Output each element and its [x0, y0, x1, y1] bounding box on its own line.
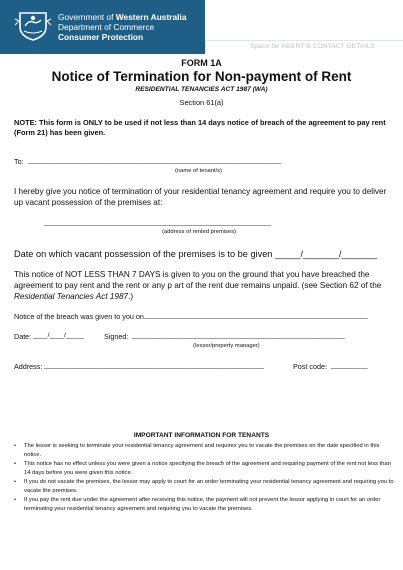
- gov-line-prefix: Government of: [58, 12, 116, 22]
- seven-days-paragraph: [14, 269, 394, 302]
- list-item: [14, 460, 394, 478]
- lessor-address-field[interactable]: ____________________________________________________________: [44, 362, 265, 369]
- signed-label: Signed:: [104, 332, 129, 341]
- important-info-heading: IMPORTANT INFORMATION FOR TENANTS: [133, 432, 270, 439]
- header-banner: [0, 0, 205, 54]
- signature-field[interactable]: __________________________________________________________: [132, 332, 345, 339]
- signature-caption: (lessor/property manager): [193, 343, 260, 349]
- usage-note: NOTE: This form is ONLY to be used if not less than 14 days notice of breach of the agreement to pay rent (Form 21) has been given.: [14, 118, 386, 137]
- division-name: Consumer Protection: [58, 32, 144, 42]
- breach-date-field[interactable]: _____________________________________________________________: [144, 312, 368, 319]
- bullet-icon: •: [14, 461, 17, 467]
- sign-date-field[interactable]: ____/____/_____: [33, 332, 85, 339]
- tenant-name-field[interactable]: _____________________________________________________________________: [28, 157, 282, 164]
- act-italic: Residential Tenancies Act 1987: [14, 292, 129, 301]
- act-reference: RESIDENTIAL TENANCIES ACT 1987 (WA): [135, 86, 268, 93]
- section-reference: Section 61(a): [179, 98, 224, 107]
- vacant-possession-date[interactable]: Date on which vacant possession of the premises is to be given _____/_______/_______: [14, 249, 378, 259]
- termination-paragraph: I hereby give you notice of termination of your residential tenancy agreement and require you to deliver up vacant possession of the premises at:: [14, 187, 387, 207]
- to-label: To:: [14, 157, 24, 166]
- gov-line-state: Western Australia: [115, 12, 187, 22]
- list-item: [14, 442, 394, 460]
- list-item: [14, 496, 394, 514]
- premises-address-caption: (address of rented premises): [162, 229, 237, 235]
- government-text: [58, 12, 186, 42]
- date-label: Date:: [14, 332, 32, 341]
- info-bullet-4: If you pay the rent due under the agreement after receiving this notice, the payment will not prevent the lessor applying in court for an order terminating your residential tenancy agreement and requiring you to vacate the premises.: [24, 497, 381, 512]
- list-item: [14, 478, 394, 496]
- breach-label: Notice of the breach was given to you on: [14, 312, 144, 321]
- info-bullet-2: This notice has no effect unless you were given a notice specifying the breach of the agreement and requiring payment of the rent not less than 14 days before you were given this notice.: [24, 461, 391, 476]
- agent-contact-label: Space for AGENT'S CONTACT DETAILS: [250, 43, 375, 50]
- postcode-label: Post code:: [293, 362, 327, 371]
- postcode-field[interactable]: __________: [331, 362, 368, 369]
- premises-address-field[interactable]: ______________________________________________________________: [44, 219, 272, 226]
- bullet-icon: •: [14, 479, 17, 485]
- seven-days-end: .): [128, 292, 134, 301]
- info-bullet-3: If you do not vacate the premises, the lessor may apply to court for an order terminating your residential tenancy agreement and requiring you to vacate the premises.: [24, 479, 394, 494]
- seven-days-text: This notice of NOT LESS THAN 7 DAYS is given to you on the ground that you have breached the agreement to pay rent and the rent or any p art of the rent due remains unpaid. (see Section 62 of the: [14, 270, 382, 290]
- department-name: Department of Commerce: [58, 22, 155, 32]
- address-label: Address:: [14, 362, 43, 371]
- info-bullet-1: The lessor is seeking to terminate your residential tenancy agreement and requires you to vacate the premises on the date specified in this notice.: [24, 443, 380, 458]
- bullet-icon: •: [14, 497, 17, 503]
- bullet-icon: •: [14, 443, 17, 449]
- form-number: FORM 1A: [181, 58, 222, 68]
- important-info-list: [14, 442, 394, 514]
- tenant-name-caption: (name of tenant/s): [175, 168, 223, 174]
- form-title: Notice of Termination for Non-payment of Rent: [51, 69, 352, 84]
- wa-government-crest-icon: [14, 9, 52, 41]
